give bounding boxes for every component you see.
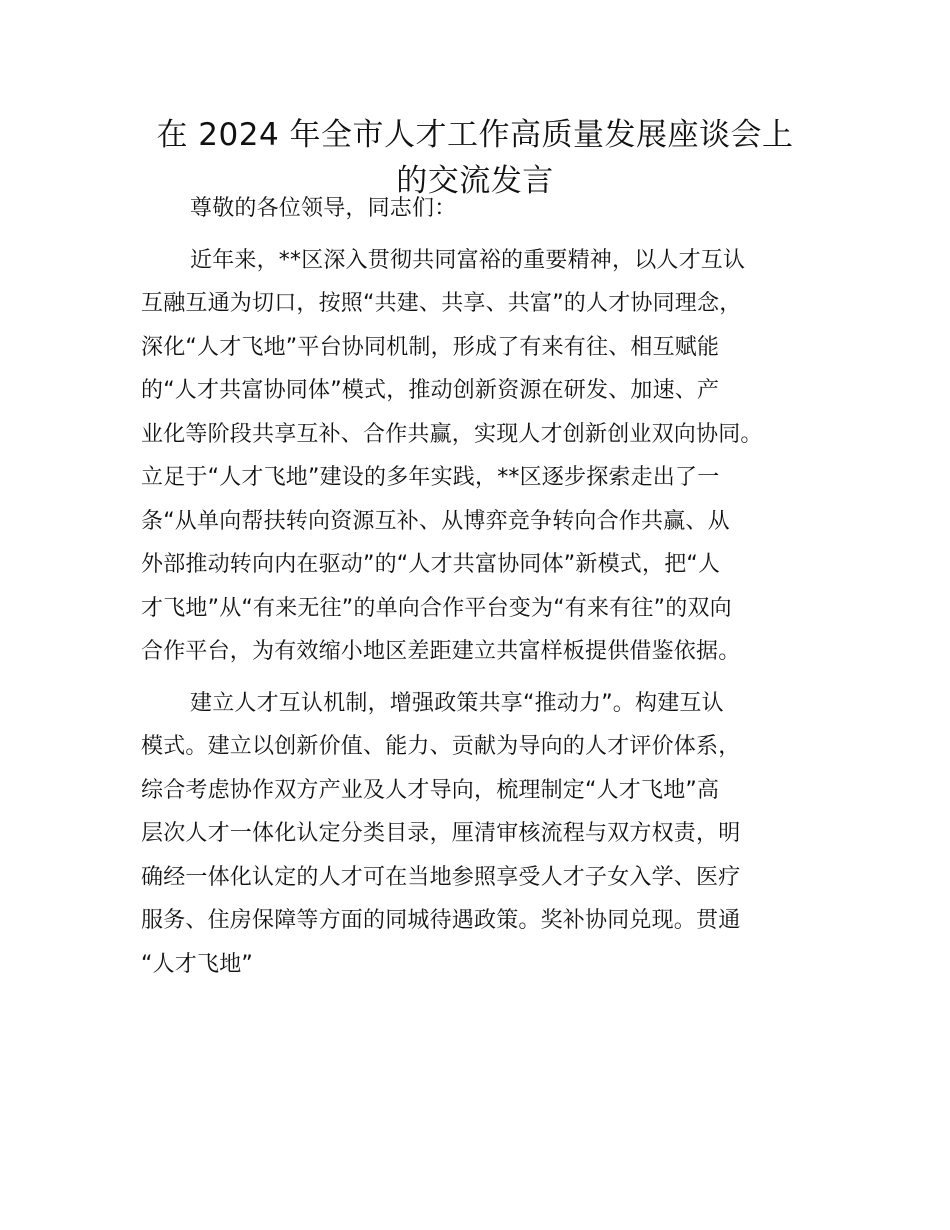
- title-line-1: 在 2024 年全市人才工作高质量发展座谈会上: [156, 117, 794, 153]
- paragraph-1-line: 才飞地”从“有来无往”的单向合作平台变为“有来有往”的双向: [141, 595, 732, 621]
- paragraph-2-line: “人才飞地”: [141, 951, 253, 977]
- paragraph-1-line: 条“从单向帮扶转向资源互补、从博弈竞争转向合作共赢、从: [141, 508, 730, 534]
- paragraph-1-line: 的“人才共富协同体”模式，推动创新资源在研发、加速、产: [141, 378, 720, 403]
- paragraph-2-line: 综合考虑协作双方产业及人才导向，梳理制定“人才飞地”高: [141, 777, 720, 803]
- salutation-paragraph: [141, 187, 831, 231]
- paragraph-2-line: 确经一体化认定的人才可在当地参照享受人才子女入学、医疗: [141, 864, 741, 890]
- paragraph-1-line: 互融互通为切口，按照“共建、共享、共富”的人才协同理念，: [141, 291, 742, 316]
- paragraph-1: [141, 239, 831, 674]
- paragraph-2-line: 服务、住房保障等方面的同城待遇政策。奖补协同兑现。贯通: [141, 908, 741, 933]
- document-body: [141, 187, 831, 994]
- paragraph-2-line: 建立人才互认机制，增强政策共享“推动力”。构建互认: [190, 690, 724, 716]
- paragraph-2-line: 模式。建立以创新价值、能力、贡献为导向的人才评价体系，: [141, 734, 741, 759]
- paragraph-1-line: 近年来，**区深入贯彻共同富裕的重要精神，以人才互认: [190, 247, 746, 273]
- paragraph-1-line: 业化等阶段共享互补、合作共赢，实现人才创新创业双向协同。: [141, 421, 763, 447]
- paragraph-2: [141, 682, 831, 987]
- salutation: 尊敬的各位领导，同志们：: [190, 196, 457, 221]
- title-line-2: 的交流发言: [396, 163, 554, 199]
- paragraph-1-line: 深化“人才飞地”平台协同机制，形成了有来有往、相互赋能: [141, 334, 720, 360]
- paragraph-1-line: 合作平台，为有效缩小地区差距建立共富样板提供借鉴依据。: [141, 639, 741, 664]
- paragraph-2-line: 层次人才一体化认定分类目录，厘清审核流程与双方权责，明: [141, 821, 741, 846]
- paragraph-1-line: 外部推动转向内在驱动”的“人才共富协同体”新模式，把“人: [141, 552, 721, 577]
- paragraph-1-line: 立足于“人才飞地”建设的多年实践，**区逐步探索走出了一: [141, 465, 720, 490]
